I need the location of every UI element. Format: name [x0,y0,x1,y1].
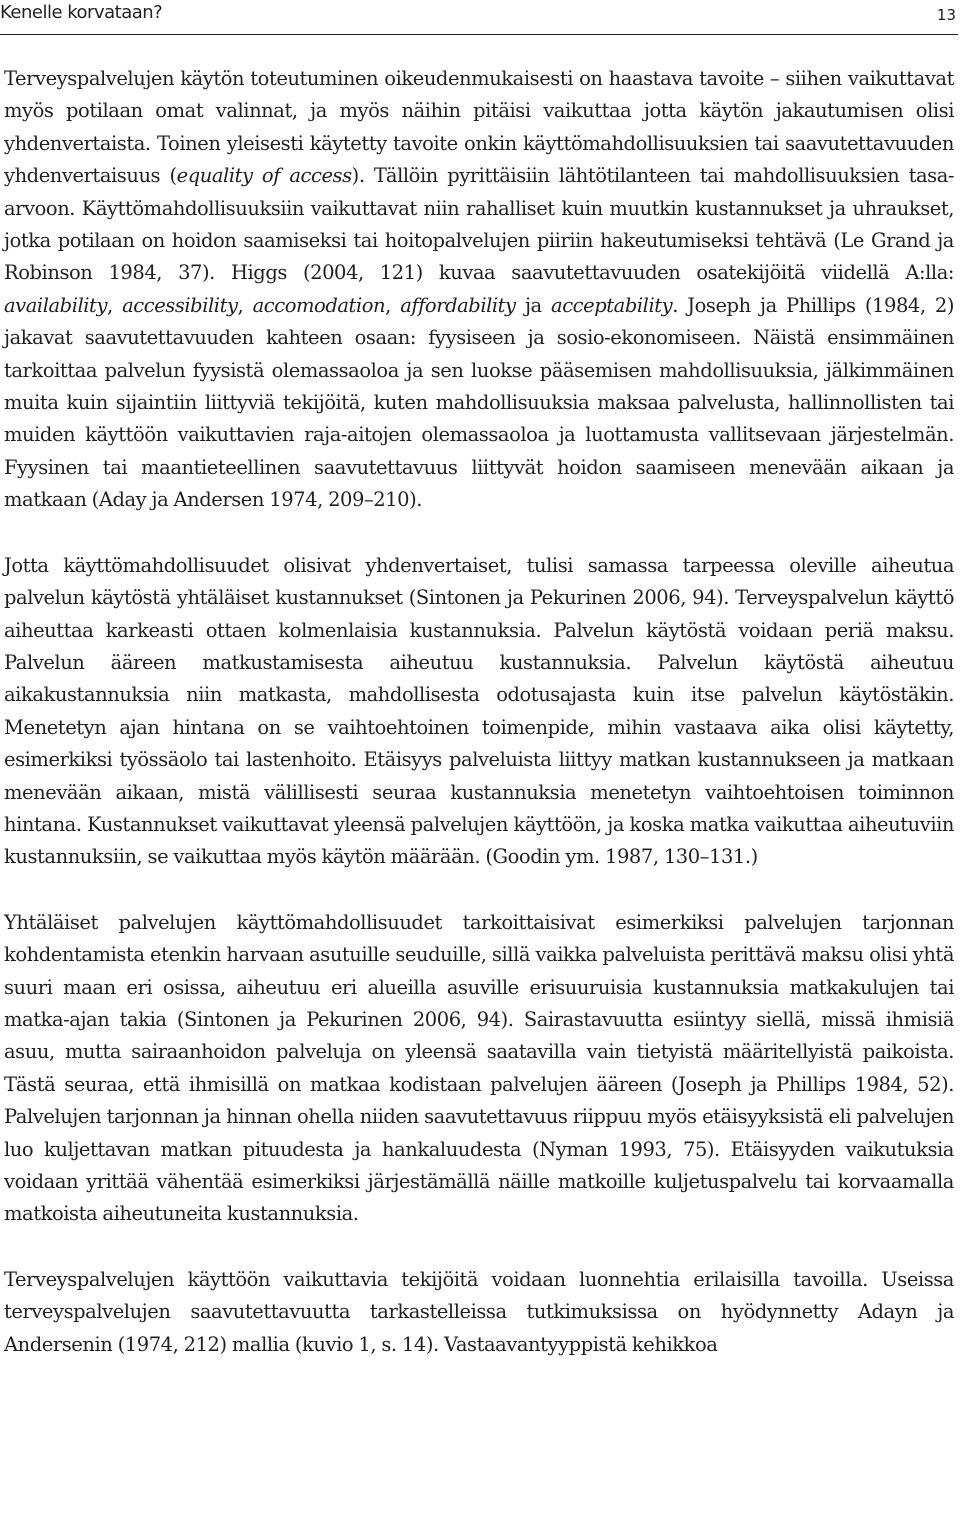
text-run: . Joseph ja Phillips (1984, 2) jakavat saavutettavuuden kahteen osaan: fyysiseen ja sosio-ekonomiseen. Näistä ensimmäinen tarkoittaa palvelun fyysistä olemassaoloa ja sen luokse pääsemisen mahdollisuuksia, jälkimmäinen muita kuin sijaintiin liittyviä tekijöitä, kuten mahdollisuuksia maksaa palvelusta, hallinnollisten tai muiden käyttöön vaikuttavien raja-aitojen olemassaoloa ja luottamusta vallitsevaan järjestelmän. Fyysinen tai maantieteellinen saavutettavuus liittyvät hoidon saamiseen menevään aikaan ja matkaan (Aday ja Andersen 1974, 209–210). [4,293,955,512]
italic-term: acceptability [551,293,673,317]
text-run: Terveyspalvelujen käyttöön vaikuttavia tekijöitä voidaan luonnehtia erilaisilla tavoilla. Useissa terveyspalvelujen saavutettavuutta tarkastelleissa tutkimuksissa on hyödynnetty Adayn ja Andersenin (1974, 212) mallia (kuvio 1, s. 14). Vastaavantyyppistä kehikkoa [4,1267,954,1356]
body-text [4,63,954,1361]
italic-term: accessibility [122,293,238,317]
text-run: , [385,293,401,317]
italic-term: affordability [400,293,516,317]
paragraph [4,63,954,517]
page-number: 13 [936,6,956,24]
italic-term: availability [4,293,108,317]
text-run: Terveyspalvelujen käytön toteutuminen oikeudenmukaisesti on haastava tavoite – siihen vaikuttavat myös potilaan omat valinnat, ja myös näihin pitäisi vaikuttaa jotta käytön jakautumisen olisi yhdenvertaista. Toinen yleisesti käytetty tavoite onkin käyttömahdollisuuksien tai saavutettavuuden yhdenvertaisuus ( [4,67,954,188]
paragraph [4,1264,954,1361]
running-header [0,0,958,35]
italic-term: equality of access [176,164,352,188]
text-run: Jotta käyttömahdollisuudet olisivat yhdenvertaiset, tulisi samassa tarpeessa oleville aiheutua palvelun käytöstä yhtäläiset kustannukset (Sintonen ja Pekurinen 2006, 94). Terveyspalvelun käyttö aiheuttaa karkeasti ottaen kolmenlaisia kustannuksia. Palvelun käytöstä voidaan periä maksu. Palvelun ääreen matkustamisesta aiheutuu kustannuksia. Palvelun käytöstä aiheutuu aikakustannuksia niin matkasta, mahdollisesta odotusajasta kuin itse palvelun käytöstäkin. Menetetyn ajan hintana on se vaihtoehtoinen toimenpide, mihin vastaava aika olisi käytetty, esimerkiksi työssäolo tai lastenhoito. Etäisyys palveluista liittyy matkan kustannukseen ja matkaan menevään aikaan, mistä välillisesti seuraa kustannuksia menetetyn vaihtoehtoisen toiminnon hintana. Kustannukset vaikuttavat yleensä palvelujen käyttöön, ja koska matka vaikuttaa aiheutuviin kustannuksiin, se vaikuttaa myös käytön määrään. (Goodin ym. 1987, 130–131.) [4,553,954,869]
paragraph [4,550,954,874]
text-run: , [237,293,253,317]
text-run: ). Tällöin pyrittäisiin lähtötilanteen tai mahdollisuuksien tasa-arvoon. Käyttömahdollisuuksiin vaikuttavat niin rahalliset kuin muutkin kustannukset ja uhraukset, jotka potilaan on hoidon saamiseksi tai hoitopalvelujen piiriin hakeutumiseksi tehtävä (Le Grand ja Robinson 1984, 37). Higgs (2004, 121) kuvaa saavutettavuuden osatekijöitä viidellä A:lla: [4,164,955,285]
text-run: , [107,293,123,317]
text-run: ja [515,293,552,317]
running-title: Kenelle korvataan? [0,2,163,23]
text-run: Yhtäläiset palvelujen käyttömahdollisuudet tarkoittaisivat esimerkiksi palvelujen tarjonnan kohdentamista etenkin harvaan asutuille seuduille, sillä vaikka palveluista perittävä maksu olisi yhtä suuri maan eri osissa, aiheutuu eri alueilla asuville erisuuruisia kustannuksia matkakulujen tai matka-ajan takia (Sintonen ja Pekurinen 2006, 94). Sairastavuutta esiintyy siellä, missä ihmisiä asuu, mutta sairaanhoidon palveluja on yleensä saatavilla vain tietyistä määritellyistä paikoista. Tästä seuraa, että ihmisillä on matkaa kodistaan palvelujen ääreen (Joseph ja Phillips 1984, 52). Palvelujen tarjonnan ja hinnan ohella niiden saavutettavuus riippuu myös etäisyyksistä eli palvelujen luo kuljettavan matkan pituudesta ja hankaluudesta (Nyman 1993, 75). Etäisyyden vaikutuksia voidaan yrittää vähentää esimerkiksi järjestämällä näille matkoille kuljetuspalvelu tai korvaamalla matkoista aiheutuneita kustannuksia. [4,910,954,1226]
italic-term: accomodation [252,293,386,317]
paragraph [4,907,954,1231]
